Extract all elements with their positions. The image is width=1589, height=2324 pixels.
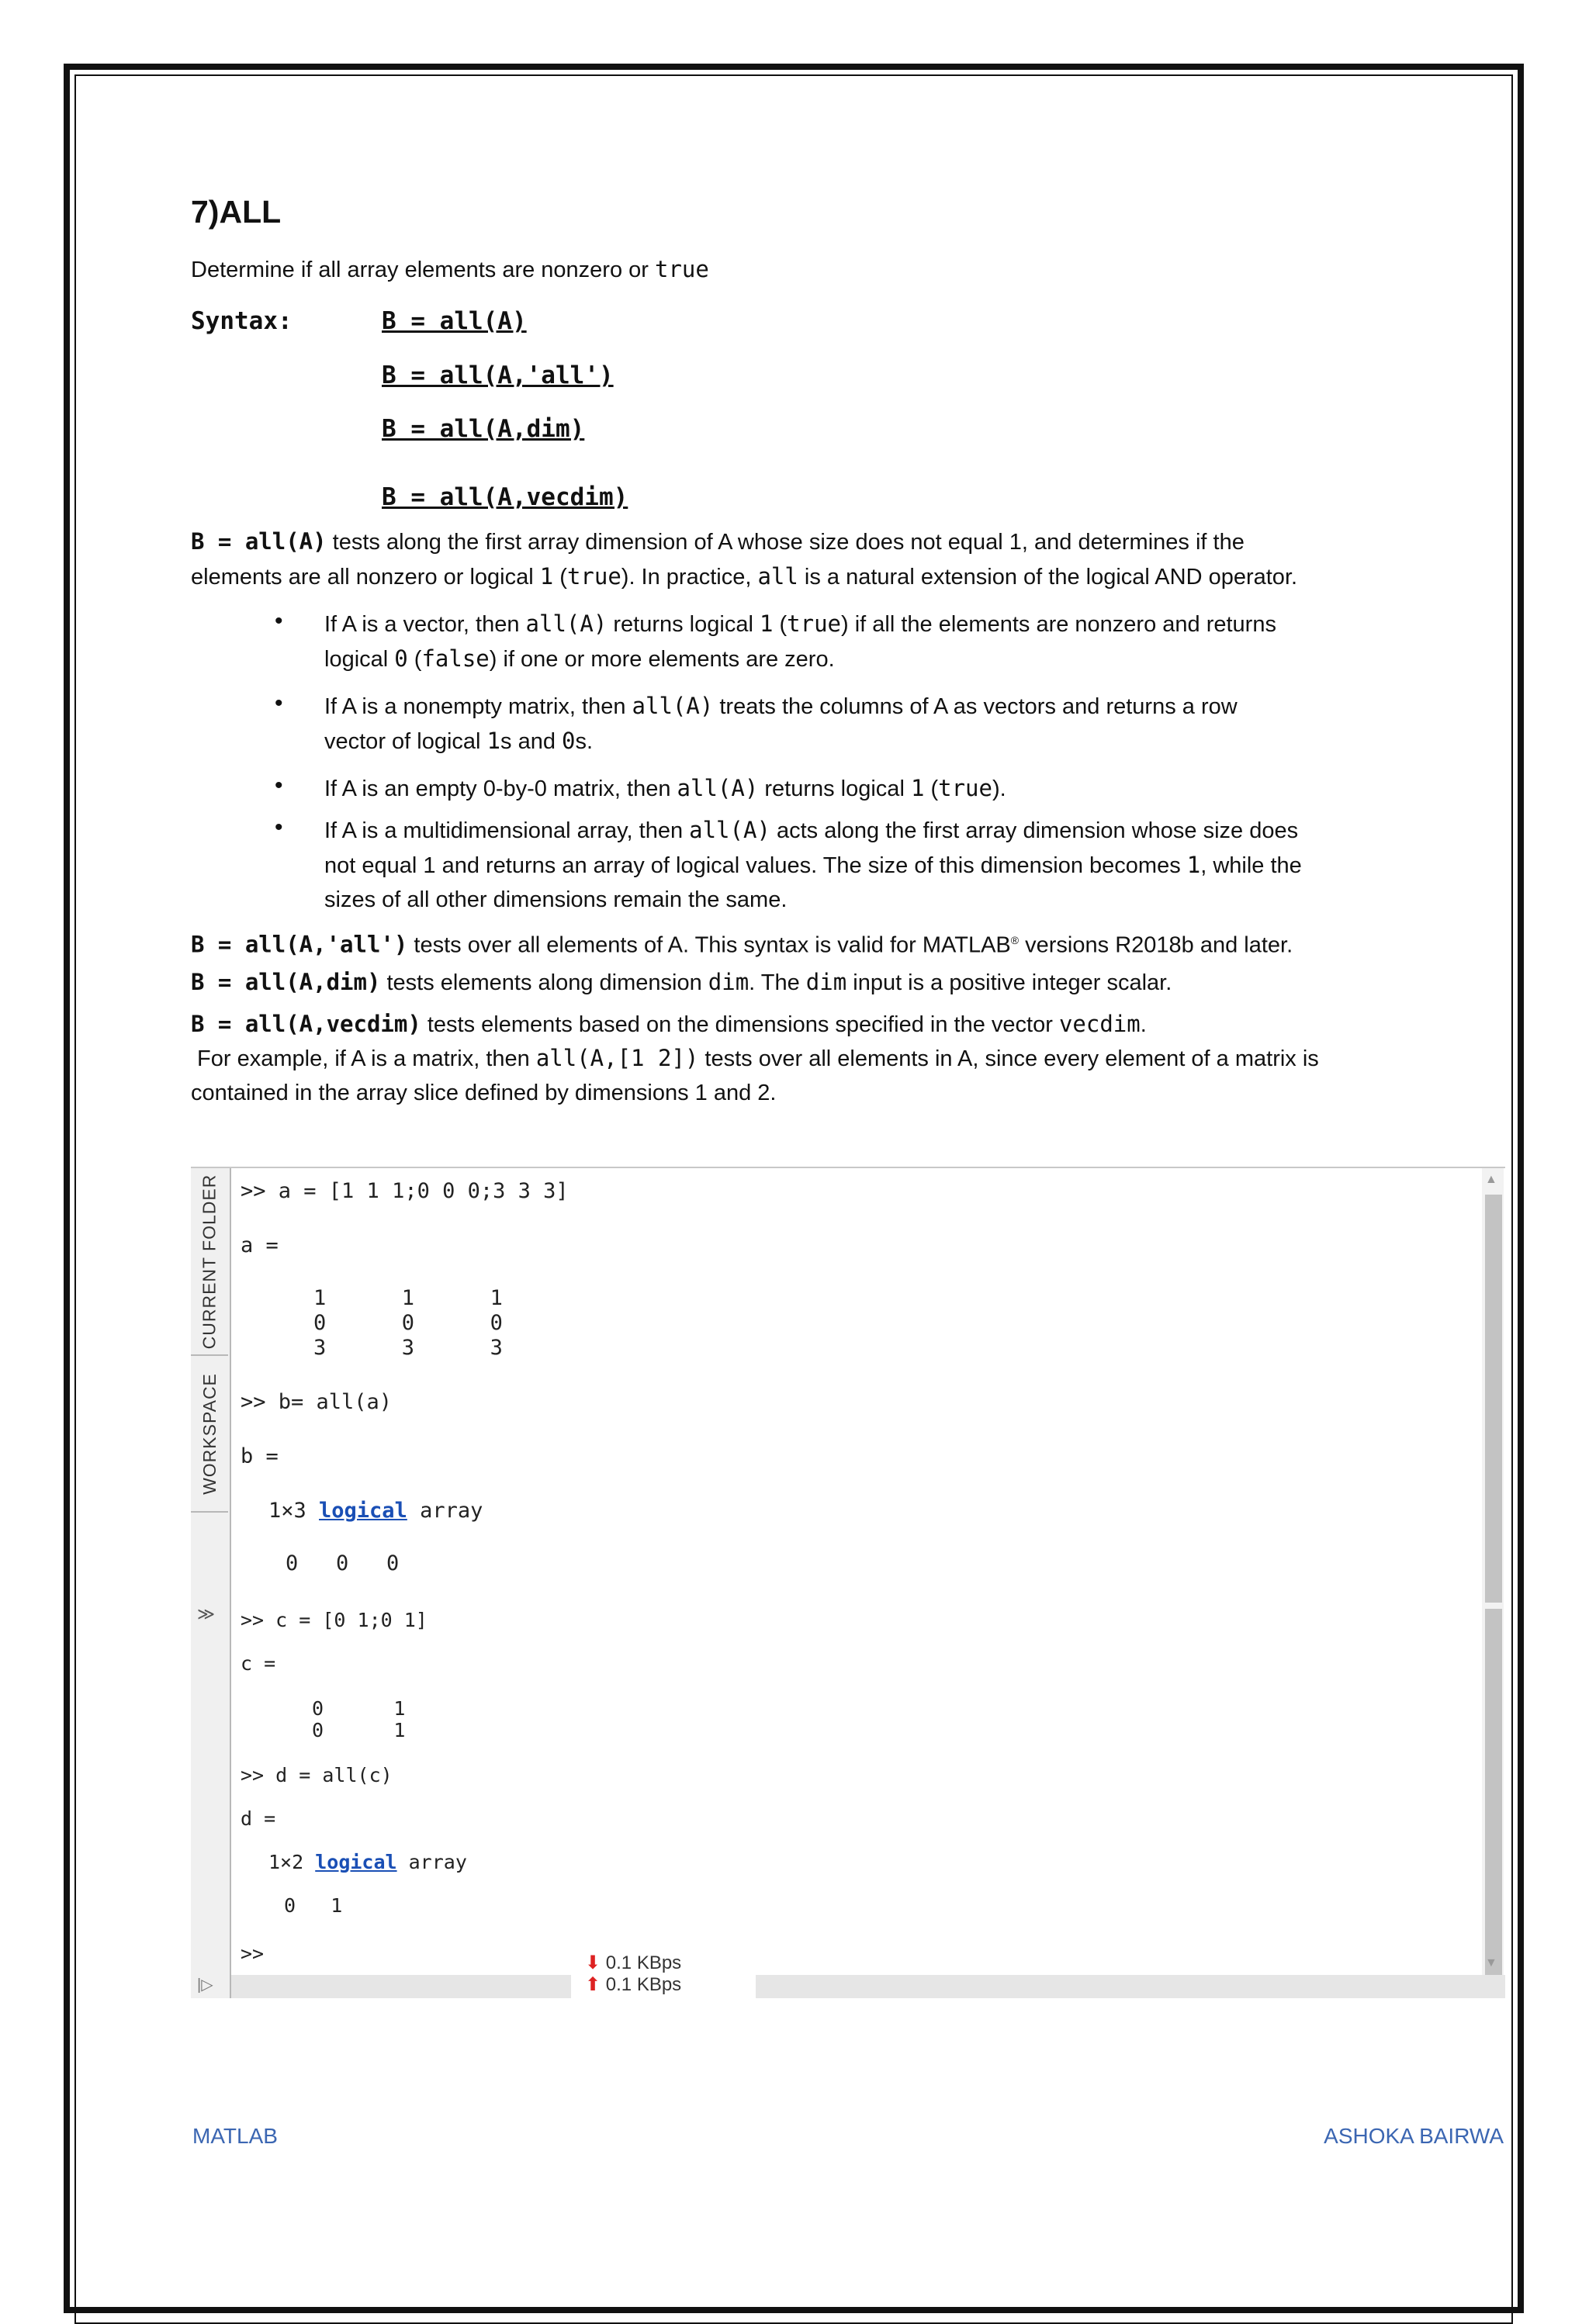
syntax-form-3: B = all(A,dim) [382, 415, 585, 443]
download-arrow-icon: ⬇ [585, 1952, 601, 1973]
b4-one: 1 [1186, 852, 1201, 878]
b4-l2a: not equal 1 and returns an array of logical values. The size of this dimension becomes [324, 853, 1187, 878]
b1-l2a: logical [324, 647, 395, 672]
b3-true: true [938, 775, 992, 801]
desc-dim-text-b: . The [749, 970, 806, 995]
bullet-3 [324, 771, 1411, 806]
b1-true: true [787, 610, 841, 637]
logical-link[interactable]: logical [315, 1851, 397, 1873]
array-size: 1×2 [268, 1851, 316, 1873]
syntax-form-4: B = all(A,vecdim) [382, 483, 628, 511]
scroll-down-icon[interactable]: ▼ [1485, 1956, 1497, 1970]
code-b-all-vecdim: B = all(A,vecdim) [191, 1011, 421, 1037]
b4-code: all(A) [689, 817, 770, 843]
output-label: d = [241, 1807, 276, 1830]
syntax-form-1: B = all(A) [382, 307, 527, 335]
b4-l3: sizes of all other dimensions remain the same. [324, 887, 788, 912]
b4-l2b: , while the [1200, 853, 1302, 878]
example-text [191, 1041, 1479, 1110]
b1-l1a: If A is a vector, then [324, 612, 526, 637]
desc-dim-text-c: input is a positive integer scalar. [846, 970, 1172, 995]
b2-l2a: vector of logical [324, 729, 487, 754]
matrix-row: 3 3 3 [313, 1336, 503, 1360]
desc1-line2d: is a natural extension of the logical AND operator. [798, 565, 1298, 590]
array-word: array [396, 1851, 467, 1873]
upload-speed-value: 0.1 KBps [605, 1974, 682, 1995]
command-line: >> c = [0 1;0 1] [241, 1609, 428, 1631]
scrollbar-thumb[interactable] [1485, 1195, 1502, 1603]
desc1-all: all [757, 563, 798, 590]
desc1-line2b: ( [553, 565, 567, 590]
footer-right: ASHOKA BAIRWA [1324, 2124, 1504, 2148]
b1-false: false [421, 645, 490, 672]
bullet-dot-3: • [275, 773, 283, 798]
download-speed [585, 1952, 681, 1974]
array-size: 1×3 [268, 1499, 320, 1523]
desc-all-text-b: versions R2018b and later. [1019, 932, 1293, 958]
desc-all-dim [191, 965, 1463, 1000]
example-l2: contained in the array slice defined by dimensions 1 and 2. [191, 1081, 777, 1105]
upload-speed [585, 1973, 681, 1996]
b1-zero: 0 [394, 645, 408, 672]
code-b-all-all: B = all(A,'all') [191, 931, 408, 958]
tab-current-folder-label: CURRENT FOLDER [199, 1174, 220, 1349]
b1-code: all(A) [525, 610, 608, 637]
scroll-up-icon[interactable]: ▲ [1485, 1173, 1497, 1186]
output-label: b = [241, 1444, 279, 1468]
tab-workspace[interactable] [191, 1356, 228, 1513]
b1-l2c: ) if one or more elements are zero. [489, 647, 835, 672]
array-type-line [268, 1851, 467, 1873]
output-label: c = [241, 1652, 276, 1675]
tab-current-folder[interactable] [191, 1168, 228, 1356]
command-line: >> d = all(c) [241, 1764, 393, 1786]
matrix-row: 1 1 1 [313, 1286, 503, 1310]
desc-dim-text-a: tests elements along dimension [380, 970, 708, 995]
b2-l2c: s. [575, 729, 594, 754]
output-label: a = [241, 1233, 279, 1257]
b1-l1c: ( [773, 612, 788, 637]
logical-link[interactable]: logical [319, 1499, 407, 1523]
b1-one: 1 [759, 610, 774, 637]
command-line: >> b= all(a) [241, 1390, 393, 1414]
matrix-row: 0 0 0 [313, 1311, 503, 1335]
side-panel [191, 1168, 231, 1998]
syntax-label: Syntax: [191, 307, 293, 335]
command-prompt[interactable]: >> [241, 1942, 265, 1965]
intro-code: true [654, 256, 709, 282]
desc-dim-dim2: dim [805, 969, 847, 995]
code-b-all-dim: B = all(A,dim) [191, 969, 381, 995]
example-l1a: For example, if A is a matrix, then [191, 1046, 536, 1071]
b3-l1c: ( [924, 776, 939, 801]
desc-all-text-a: tests over all elements of A. This syntax is valid for MATLAB [407, 932, 1011, 958]
horizontal-scrollbar[interactable] [231, 1975, 1505, 1998]
matrix-row: 0 1 [312, 1719, 406, 1741]
matrix-row: 0 1 [312, 1697, 406, 1720]
desc-dim-dim1: dim [708, 969, 749, 995]
b2-zero: 0 [562, 728, 576, 754]
code-b-all-a: B = all(A) [191, 528, 327, 555]
b2-code: all(A) [632, 693, 714, 719]
b2-one: 1 [486, 728, 501, 754]
desc-vecdim-text-a: tests elements based on the dimensions specified in the vector [421, 1012, 1059, 1037]
desc1-line2a: elements are all nonzero or logical [191, 565, 540, 590]
command-line: >> a = [1 1 1;0 0 0;3 3 3] [241, 1179, 569, 1203]
desc1-line2c: ). In practice, [621, 565, 758, 590]
collapse-arrow-icon[interactable]: ≫ [197, 1604, 216, 1624]
b4-l1b: acts along the first array dimension whose size does [770, 818, 1299, 843]
bullet-2 [324, 689, 1411, 759]
desc1-line1: tests along the first array dimension of A whose size does not equal 1, and determines if the [326, 530, 1245, 555]
bullet-1 [324, 607, 1411, 676]
desc-all-all [191, 923, 1463, 963]
footer-left: MATLAB [192, 2124, 278, 2148]
bullet-dot-1: • [275, 608, 283, 634]
desc-all-vecdim [191, 1007, 1463, 1042]
desc1-one: 1 [539, 563, 554, 590]
b3-code: all(A) [677, 775, 759, 801]
desc-vecdim-text-b: . [1140, 1012, 1147, 1037]
bullet-4 [324, 813, 1411, 917]
desc-all-a [191, 524, 1432, 594]
tab-workspace-label: WORKSPACE [199, 1372, 220, 1495]
upload-arrow-icon: ⬆ [585, 1974, 601, 1995]
network-speed-overlay [571, 1950, 756, 1998]
bullet-dot-4: • [275, 814, 283, 840]
desc-vecdim-code: vecdim [1058, 1011, 1141, 1037]
example-code: all(A,[1 2]) [535, 1045, 699, 1071]
b3-l1b: returns logical [758, 776, 911, 801]
example-l1b: tests over all elements in A, since every element of a matrix is [698, 1046, 1319, 1071]
desc1-true: true [566, 563, 621, 590]
b3-l1d: ). [992, 776, 1006, 801]
b1-l1d: ) if all the elements are nonzero and returns [841, 612, 1276, 637]
b3-one: 1 [910, 775, 925, 801]
b2-l1a: If A is a nonempty matrix, then [324, 694, 632, 719]
scrollbar-thumb[interactable] [1485, 1609, 1502, 1984]
matlab-command-window[interactable] [191, 1167, 1505, 1998]
array-word: array [407, 1499, 483, 1523]
b2-l2b: s and [500, 729, 563, 754]
b1-l1b: returns logical [607, 612, 760, 637]
b2-l1b: treats the columns of A as vectors and returns a row [713, 694, 1238, 719]
download-speed-value: 0.1 KBps [605, 1952, 682, 1973]
result-values: 0 0 0 [286, 1551, 400, 1575]
result-values: 0 1 [284, 1894, 343, 1917]
array-type-line [268, 1499, 483, 1523]
b4-l1a: If A is a multidimensional array, then [324, 818, 690, 843]
b1-l2b: ( [407, 647, 422, 672]
section-title: 7)ALL [191, 194, 282, 230]
intro-main: Determine if all array elements are nonzero or [191, 258, 655, 282]
command-prompt-icon: |▷ [197, 1976, 213, 1994]
syntax-form-2: B = all(A,'all') [382, 361, 614, 389]
b3-l1a: If A is an empty 0-by-0 matrix, then [324, 776, 677, 801]
registered-mark: ® [1010, 934, 1020, 946]
intro-text [191, 252, 709, 287]
bullet-dot-2: • [275, 690, 283, 716]
